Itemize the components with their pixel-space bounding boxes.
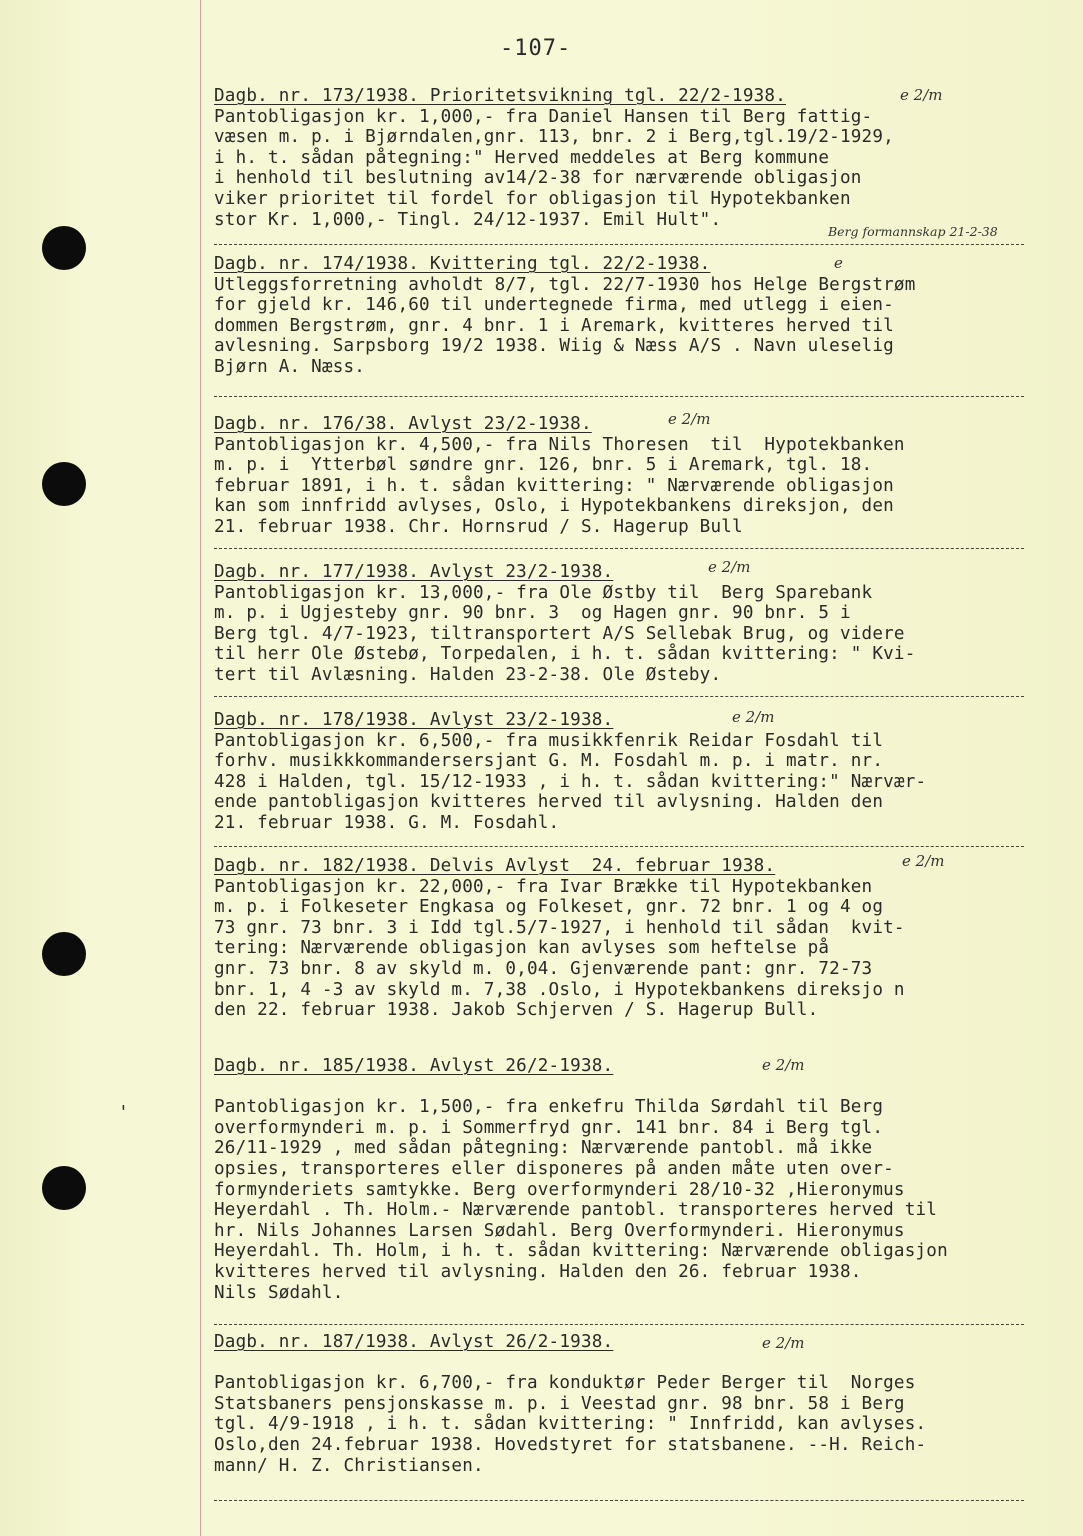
entry-line: Heyerdahl . Th. Holm.- Nærværende pantobl. transporteres herved til [214, 1200, 938, 1221]
entry-line: avlesning. Sarpsborg 19/2 1938. Wiig & Næss A/S . Navn uleselig [214, 336, 894, 357]
ledger-entry [214, 562, 1044, 686]
entry-line: Heyerdahl. Th. Holm, i h. t. sådan kvittering: Nærværende obligasjon [214, 1241, 948, 1262]
handwritten-note: e 2/m [762, 1334, 805, 1352]
entry-line: Nils Sødahl. [214, 1282, 344, 1303]
entry-line: væsen m. p. i Bjørndalen,gnr. 113, bnr. 2 i Berg,tgl.19/2-1929, [214, 127, 894, 148]
entry-line: m. p. i Ytterbøl søndre gnr. 126, bnr. 5 i Aremark, tgl. 18. [214, 455, 873, 476]
handwritten-note: e 2/m [732, 708, 775, 726]
entry-line: Pantobligasjon kr. 4,500,- fra Nils Thoresen til Hypotekbanken [214, 434, 905, 455]
entry-line: gnr. 73 bnr. 8 av skyld m. 0,04. Gjenværende pant: gnr. 72-73 [214, 958, 873, 979]
entry-line: stor Kr. 1,000,- Tingl. 24/12-1937. Emil Hult". [214, 209, 722, 230]
ledger-entry [214, 710, 1044, 834]
separator-line [214, 244, 1024, 245]
entry-line: til herr Ole Østebø, Torpedalen, i h. t. sådan kvittering: " Kvi- [214, 644, 916, 665]
entry-line: m. p. i Ugjesteby gnr. 90 bnr. 3 og Hagen gnr. 90 bnr. 5 i [214, 603, 851, 624]
separator-line [214, 1500, 1024, 1501]
ledger-entry [214, 414, 1044, 538]
entry-line: Bjørn A. Næss. [214, 356, 366, 377]
ledger-entry [214, 1332, 1044, 1476]
entry-heading: Dagb. nr. 178/1938. Avlyst 23/2-1938. [214, 710, 614, 730]
entry-line: viker prioritet til fordel for obligasjon til Hypotekbanken [214, 188, 851, 209]
entry-heading: Dagb. nr. 174/1938. Kvittering tgl. 22/2-1938. [214, 254, 711, 274]
entry-line: i h. t. sådan påtegning:" Herved meddeles at Berg kommune [214, 147, 830, 168]
entry-line: kvitteres herved til avlysning. Halden den 26. februar 1938. [214, 1261, 862, 1282]
entry-line: i henhold til beslutning av14/2-38 for nærværende obligasjon [214, 168, 862, 189]
entry-heading: Dagb. nr. 177/1938. Avlyst 23/2-1938. [214, 562, 614, 582]
page-number: -107- [500, 36, 572, 61]
punch-hole [42, 1166, 86, 1210]
entry-heading: Dagb. nr. 176/38. Avlyst 23/2-1938. [214, 414, 592, 434]
entry-heading: Dagb. nr. 173/1938. Prioritetsvikning tgl. 22/2-1938. [214, 86, 786, 106]
entry-line: Pantobligasjon kr. 1,500,- fra enkefru Thilda Sørdahl til Berg [214, 1097, 884, 1118]
entry-line: tert til Avlæsning. Halden 23-2-38. Ole Østeby. [214, 664, 722, 685]
entry-line: bnr. 1, 4 -3 av skyld m. 7,38 .Oslo, i Hypotekbankens direksjo n [214, 979, 905, 1000]
entry-line: Pantobligasjon kr. 13,000,- fra Ole Østby til Berg Sparebank [214, 582, 873, 603]
entry-line: Pantobligasjon kr. 6,500,- fra musikkfenrik Reidar Fosdahl til [214, 730, 884, 751]
entry-line: opsies, transporteres eller disponeres på anden måte uten over- [214, 1158, 894, 1179]
entry-line: ende pantobligasjon kvitteres herved til avlysning. Halden den [214, 792, 884, 813]
entry-heading: Dagb. nr. 182/1938. Delvis Avlyst 24. februar 1938. [214, 856, 776, 876]
entry-line: 21. februar 1938. G. M. Fosdahl. [214, 812, 560, 833]
entry-line [214, 1353, 1044, 1374]
separator-line [214, 696, 1024, 697]
ledger-entry [214, 254, 1044, 378]
entry-line: Pantobligasjon kr. 1,000,- fra Daniel Hansen til Berg fattig- [214, 106, 873, 127]
punch-hole [42, 932, 86, 976]
entry-line: Berg tgl. 4/7-1923, tiltransportert A/S Sellebak Brug, og videre [214, 623, 905, 644]
entry-line: tgl. 4/9-1918 , i h. t. sådan kvittering: " Innfridd, kan avlyses. [214, 1414, 927, 1435]
handwritten-note: e 2/m [902, 852, 945, 870]
handwritten-note: e 2/m [762, 1056, 805, 1074]
punch-hole [42, 462, 86, 506]
entry-line: Statsbaners pensjonskasse m. p. i Veestad gnr. 98 bnr. 58 i Berg [214, 1393, 905, 1414]
ledger-entry [214, 86, 1044, 230]
entry-line: 21. februar 1938. Chr. Hornsrud / S. Hagerup Bull [214, 516, 743, 537]
entry-line: 73 gnr. 73 bnr. 3 i Idd tgl.5/7-1927, i henhold til sådan kvit- [214, 917, 905, 938]
punch-hole [42, 226, 86, 270]
margin-rule [200, 0, 201, 1536]
entry-line: hr. Nils Johannes Larsen Sødahl. Berg Overformynderi. Hieronymus [214, 1220, 905, 1241]
entry-line: dommen Bergstrøm, gnr. 4 bnr. 1 i Aremark, kvitteres herved til [214, 315, 894, 336]
entry-line: kan som innfridd avlyses, Oslo, i Hypotekbankens direksjon, den [214, 496, 894, 517]
entry-line: for gjeld kr. 146,60 til undertegnede firma, med utlegg i eien- [214, 295, 894, 316]
entry-line: mann/ H. Z. Christiansen. [214, 1455, 484, 1476]
margin-tick-mark: ' [118, 1102, 129, 1123]
entry-line: den 22. februar 1938. Jakob Schjerven / S. Hagerup Bull. [214, 1000, 819, 1021]
entry-line: formynderiets samtykke. Berg overformynderi 28/10-32 ,Hieronymus [214, 1179, 905, 1200]
handwritten-note: e 2/m [668, 410, 711, 428]
entry-line: Oslo,den 24.februar 1938. Hovedstyret for statsbanene. --H. Reich- [214, 1434, 927, 1455]
entry-heading: Dagb. nr. 187/1938. Avlyst 26/2-1938. [214, 1332, 614, 1352]
entry-line: Pantobligasjon kr. 22,000,- fra Ivar Brække til Hypotekbanken [214, 876, 873, 897]
handwritten-note: e [834, 254, 843, 272]
entry-heading: Dagb. nr. 185/1938. Avlyst 26/2-1938. [214, 1056, 614, 1076]
entry-line: overformynderi m. p. i Sommerfryd gnr. 141 bnr. 84 i Berg tgl. [214, 1117, 884, 1138]
entry-line: 428 i Halden, tgl. 15/12-1933 , i h. t. sådan kvittering:" Nærvær- [214, 771, 927, 792]
ledger-entry [214, 1056, 1044, 1303]
separator-line [214, 548, 1024, 549]
entry-line: 26/11-1929 , med sådan påtegning: Nærværende pantobl. må ikke [214, 1138, 873, 1159]
entry-line: forhv. musikkkommandersersjant G. M. Fosdahl m. p. i matr. nr. [214, 751, 884, 772]
entry-line: m. p. i Folkeseter Engkasa og Folkeset, gnr. 72 bnr. 1 og 4 og [214, 897, 884, 918]
separator-line [214, 396, 1024, 397]
entry-line: tering: Nærværende obligasjon kan avlyses som heftelse på [214, 938, 830, 959]
entry-line: Utleggsforretning avholdt 8/7, tgl. 22/7-1930 hos Helge Bergstrøm [214, 274, 916, 295]
separator-line [214, 846, 1024, 847]
separator-line [214, 1324, 1024, 1325]
ledger-entry [214, 856, 1044, 1021]
entry-line [214, 1077, 1044, 1098]
handwritten-signature: Berg formannskap 21-2-38 [828, 224, 998, 239]
entry-line: februar 1891, i h. t. sådan kvittering: " Nærværende obligasjon [214, 475, 894, 496]
entry-line: Pantobligasjon kr. 6,700,- fra konduktør Peder Berger til Norges [214, 1373, 916, 1394]
handwritten-note: e 2/m [900, 86, 943, 104]
handwritten-note: e 2/m [708, 558, 751, 576]
